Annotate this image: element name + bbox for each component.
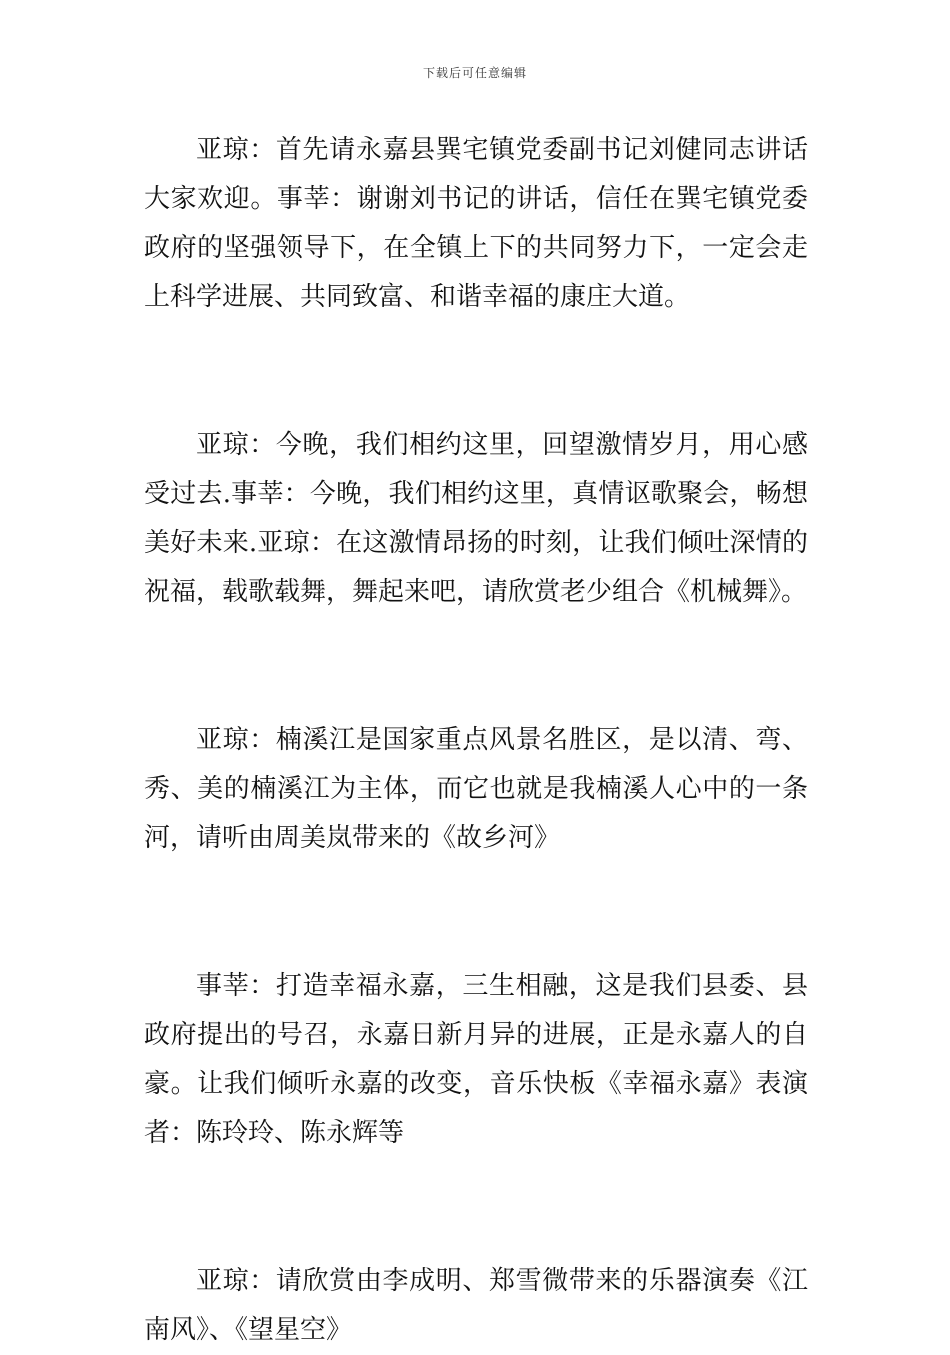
paragraph: 亚琼：今晚，我们相约这里，回望激情岁月，用心感受过去.事莘：今晚，我们相约这里，真情讴歌聚会，畅想美好未来.亚琼：在这激情昂扬的时刻，让我们倾吐深情的祝福，载歌载舞，舞起来吧，请欣赏老少组合《机械舞》。: [144, 430, 808, 607]
paragraph: 事莘：打造幸福永嘉，三生相融，这是我们县委、县政府提出的号召，永嘉日新月异的进展，正是永嘉人的自豪。让我们倾听永嘉的改变，音乐快板《幸福永嘉》表演者：陈玲玲、陈永辉等: [144, 971, 808, 1148]
header-note: 下载后可任意编辑: [422, 66, 527, 80]
paragraph: 亚琼：楠溪江是国家重点风景名胜区，是以清、弯、秀、美的楠溪江为主体，而它也就是我楠溪人心中的一条河，请听由周美岚带来的《故乡河》: [144, 725, 808, 853]
paragraph: 亚琼：请欣赏由李成明、郑雪微带来的乐器演奏《江南风》、《望星空》: [144, 1266, 808, 1345]
document-body: [144, 126, 808, 1355]
paragraph: 亚琼：首先请永嘉县巽宅镇党委副书记刘健同志讲话大家欢迎。事莘：谢谢刘书记的讲话，信任在巽宅镇党委政府的坚强领导下，在全镇上下的共同努力下，一定会走上科学进展、共同致富、和谐幸福的康庄大道。: [144, 135, 808, 312]
